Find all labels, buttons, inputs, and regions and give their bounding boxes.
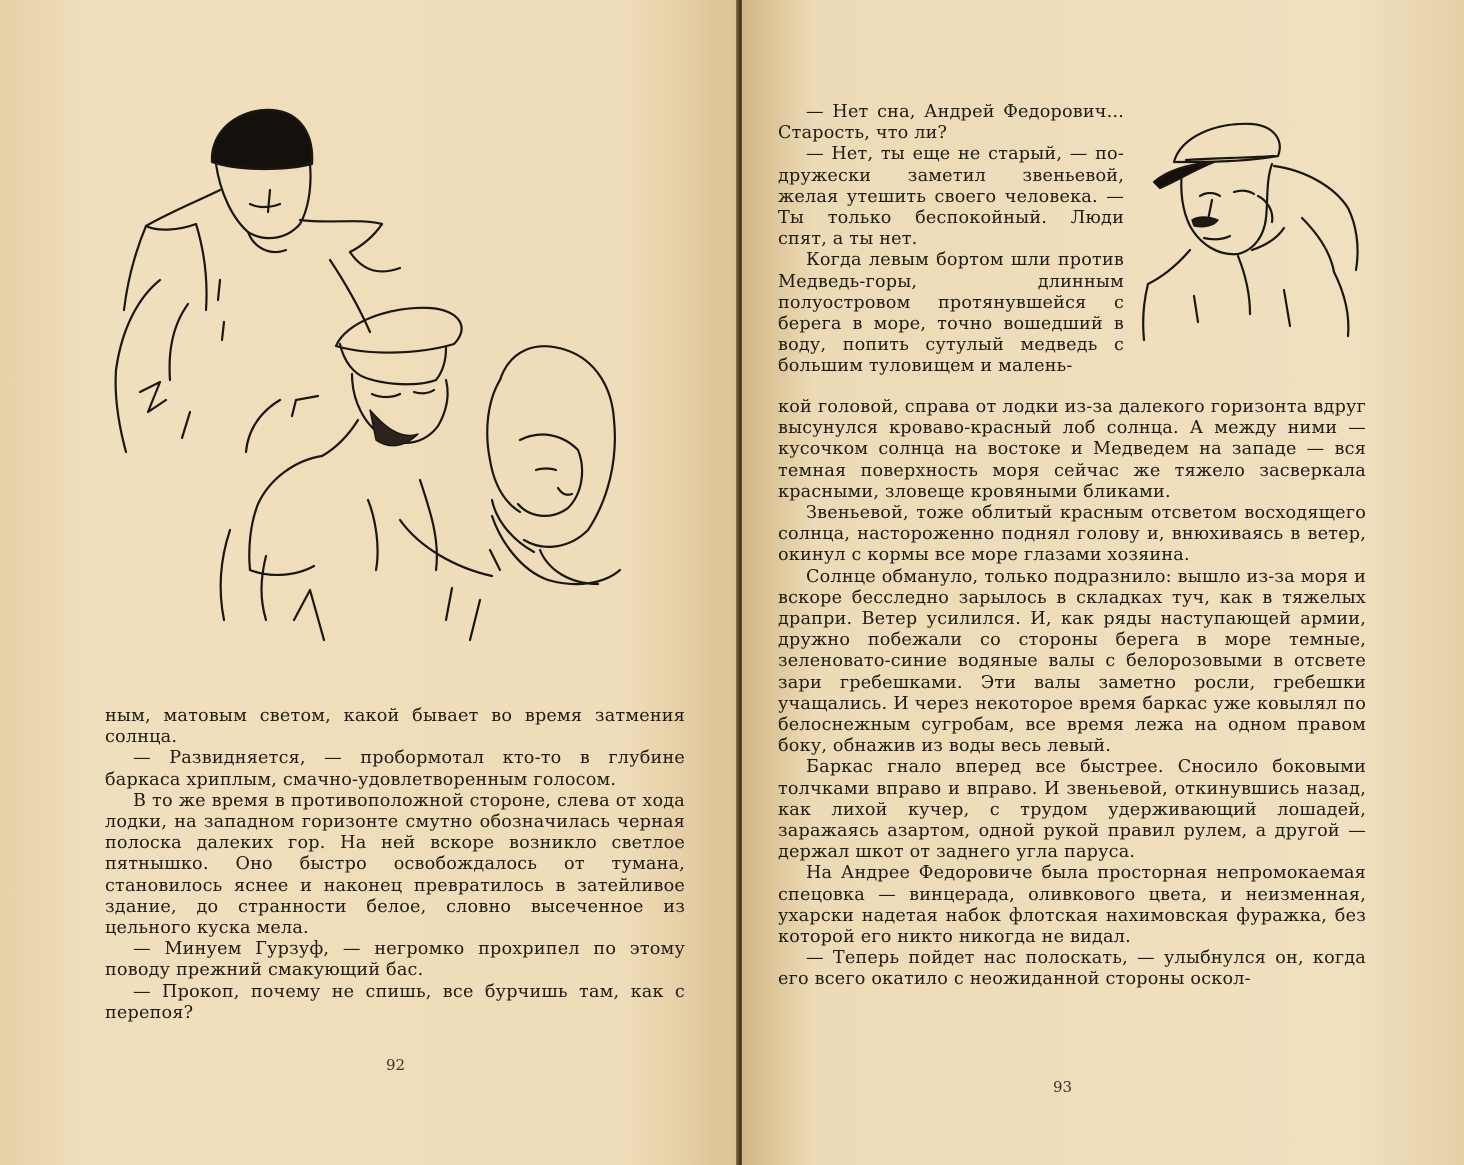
captain-portrait-illustration xyxy=(1134,100,1402,350)
paragraph: — Минуем Гурзуф, — негромко прохрипел по этому поводу прежний смакующий бас. xyxy=(105,939,685,981)
paragraph: На Андрее Федоровиче была просторная непромокаемая спецовка — винцерада, оливкового цвета, и неизменная, ухарски надетая набок флотская нахимовская фуражка, без которой его никто никогда не видал. xyxy=(778,863,1366,948)
right-page xyxy=(742,0,1464,1165)
right-page-wrapped-text xyxy=(778,102,1124,378)
paragraph: Звеньевой, тоже облитый красным отсветом восходящего солнца, настороженно поднял голову и, внюхиваясь в ветер, окинул с кормы все море глазами хозяина. xyxy=(778,503,1366,566)
left-page-text xyxy=(105,706,685,1024)
paragraph: В то же время в противоположной стороне, слева от хода лодки, на западном горизонте смутно обозначилась черная полоска далеких гор. На ней вскоре возникло светлое пятнышко. Оно быстро освобождалось от тумана, становилось яснее и наконец превратилось в затейливое здание, до странности белое, словно высеченное из цельного куска мела. xyxy=(105,790,685,939)
paragraph: Когда левым бортом шли против Медведь-горы, длинным полуостровом протянувшейся с берега в море, точно вошедший в воду, попить сутулый медведь с большим туловищем и малень- xyxy=(778,250,1124,377)
right-page-text xyxy=(778,397,1366,991)
paragraph: Баркас гнало вперед все быстрее. Сносило боковыми толчками вправо и вправо. И звеньевой, откинувшись назад, как лихой кучер, с трудом удерживающий лошадей, заражаясь азартом, одной рукой правил рулем, а другой — держал шкот от заднего угла паруса. xyxy=(778,757,1366,863)
paragraph: — Нет сна, Андрей Федорович... Старость, что ли? xyxy=(778,102,1124,144)
fishermen-illustration xyxy=(100,100,700,670)
page-number: 92 xyxy=(386,1056,406,1074)
page-number: 93 xyxy=(1053,1078,1073,1096)
paragraph: — Теперь пойдет нас полоскать, — улыбнулся он, когда его всего окатило с неожиданной стороны оскол- xyxy=(778,948,1366,990)
paragraph: ным, матовым светом, какой бывает во время затмения солнца. xyxy=(105,706,685,748)
paragraph: — Нет, ты еще не старый, — по-дружески заметил звеньевой, желая утешить своего человека. — Ты только беспокойный. Люди спят, а ты нет. xyxy=(778,144,1124,250)
paragraph: Солнце обмануло, только подразнило: вышло из-за моря и вскоре бесследно зарылось в складках туч, как в тяжелых драпри. Ветер усилился. И, как ряды наступающей армии, дружно побежали со стороны берега в море темные, зеленовато-синие водяные валы с белорозовыми в отсвете зари гребешками. Эти валы заметно росли, гребешки учащались. И через некоторое время баркас уже ковылял по белоснежным сугробам, все время лежа на одном правом боку, обнажив из воды весь левый. xyxy=(778,566,1366,757)
paragraph: — Развидняется, — пробормотал кто-то в глубине баркаса хриплым, смачно-удовлетворенным голосом. xyxy=(105,748,685,790)
paragraph: — Прокоп, почему не спишь, все бурчишь там, как с перепоя? xyxy=(105,981,685,1023)
paragraph: кой головой, справа от лодки из-за далекого горизонта вдруг высунулся кроваво-красный лоб солнца. А между ними — кусочком солнца на востоке и Медведем на западе — вся темная поверхность моря сейчас же тяжело засверкала красными, зловеще кровяными бликами. xyxy=(778,397,1366,502)
